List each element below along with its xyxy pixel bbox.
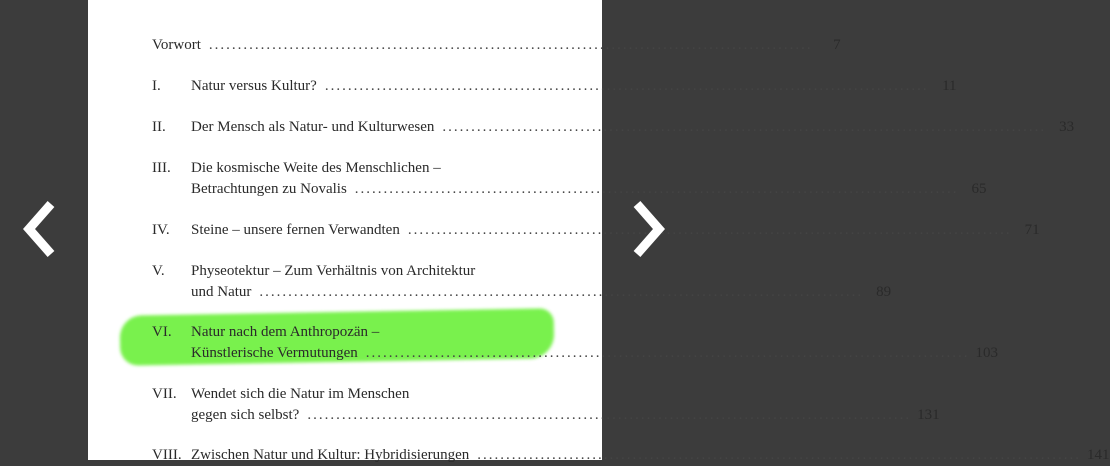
dot-leader: ......................................................................................................... <box>307 407 912 423</box>
dot-leader: ......................................................................................................... <box>442 119 1047 135</box>
toc-entry-page: 89 <box>876 284 892 300</box>
dot-leader: ......................................................................................................... <box>354 181 959 197</box>
dot-leader: ......................................................................................................... <box>324 78 929 94</box>
toc-entry-page: 141 <box>1087 447 1110 463</box>
next-page-button[interactable] <box>628 198 668 260</box>
toc-entry-title: Steine – unsere fernen Verwandten <box>191 222 400 238</box>
toc-entry-number: VIII. <box>152 447 182 463</box>
toc-entry-page: 131 <box>917 407 940 423</box>
chevron-left-icon <box>20 198 60 260</box>
book-page <box>88 0 1110 463</box>
toc-entry-title: Die kosmische Weite des Menschlichen – <box>191 160 441 176</box>
toc-entry-1[interactable] <box>152 76 957 97</box>
toc-entry-title: Zwischen Natur und Kultur: Hybridisierungen <box>191 447 470 463</box>
toc-entry-vorwort[interactable] <box>152 35 841 56</box>
toc-entry-number: VII. <box>152 386 177 402</box>
toc-entry-title-continued: Betrachtungen zu Novalis <box>191 181 347 197</box>
toc-entry-title-continued: Künstlerische Vermutungen <box>191 345 358 361</box>
toc-entry-page: 33 <box>1059 119 1075 135</box>
toc-entry-title: Natur versus Kultur? <box>191 78 317 94</box>
toc-entry-page: 7 <box>833 37 841 53</box>
toc-entry-title: Der Mensch als Natur- und Kulturwesen <box>191 119 435 135</box>
toc-entry-5[interactable] <box>152 261 892 303</box>
toc-entry-number: II. <box>152 119 166 135</box>
toc-entry-page: 11 <box>942 78 957 94</box>
toc-entry-number: VI. <box>152 324 172 340</box>
dot-leader: ......................................................................................................... <box>365 345 970 361</box>
toc-entry-2[interactable] <box>152 117 1075 138</box>
toc-entry-title: Vorwort <box>152 37 201 53</box>
toc-entry-number: I. <box>152 78 161 94</box>
toc-entry-number: IV. <box>152 222 170 238</box>
toc-entry-8[interactable] <box>152 445 1110 466</box>
toc-entry-4[interactable] <box>152 220 1040 241</box>
dot-leader: ......................................................................................................... <box>259 284 864 300</box>
toc-entry-page: 65 <box>971 181 987 197</box>
chevron-right-icon <box>628 198 668 260</box>
toc-entry-title-continued: und Natur <box>191 284 252 300</box>
dot-leader: ......................................................................................................... <box>407 222 1012 238</box>
previous-page-button[interactable] <box>20 198 60 260</box>
toc-entry-title: Wendet sich die Natur im Menschen <box>191 386 410 402</box>
toc-entry-title: Natur nach dem Anthropozän – <box>191 324 380 340</box>
toc-entry-number: III. <box>152 160 171 176</box>
dot-leader: ......................................................................................................... <box>208 37 813 53</box>
toc-entry-page: 103 <box>975 345 999 361</box>
toc-entry-page: 71 <box>1024 222 1040 238</box>
toc-entry-title: Physeotektur – Zum Verhältnis von Architektur <box>191 263 476 279</box>
toc-entry-number: V. <box>152 263 165 279</box>
toc-entry-7[interactable] <box>152 384 940 426</box>
toc-entry-6[interactable] <box>152 322 999 364</box>
dot-leader: ......................................................................................................... <box>477 447 1082 463</box>
toc-entry-3[interactable] <box>152 158 987 200</box>
toc-entry-title-continued: gegen sich selbst? <box>191 407 300 423</box>
